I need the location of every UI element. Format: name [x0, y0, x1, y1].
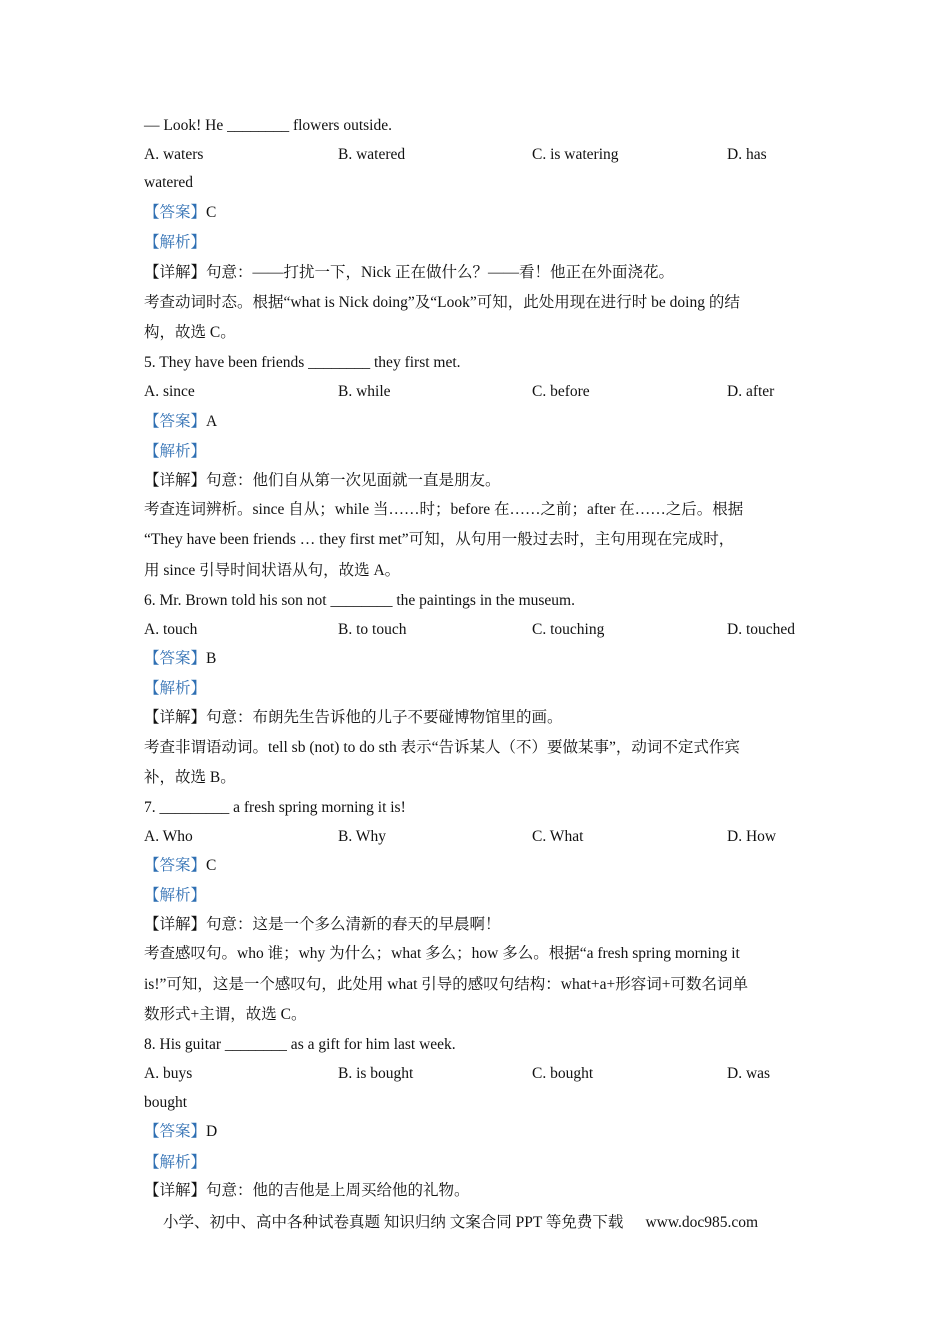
option-d: D. touched: [727, 621, 796, 638]
explain-line: 用 since 引导时间状语从句，故选 A。: [144, 562, 401, 579]
detail-text: 句意：——打扰一下，Nick 正在做什么？——看！他正在外面浇花。: [206, 264, 675, 281]
option-d-wrap: bought: [144, 1094, 188, 1111]
analysis-tag: 【解析】: [144, 234, 207, 251]
detail-text: 句意：他的吉他是上周买给他的礼物。: [206, 1182, 470, 1199]
option-a: A. touch: [144, 621, 198, 638]
option-d-wrap: watered: [144, 174, 194, 191]
detail-text: 句意：布朗先生告诉他的儿子不要碰博物馆里的画。: [206, 709, 563, 726]
detail-tag: 【详解】: [144, 264, 207, 281]
explain-line: 补，故选 B。: [144, 769, 236, 786]
option-b: B. watered: [338, 146, 406, 163]
answer-line: [144, 1122, 217, 1142]
option-b: B. to touch: [338, 621, 407, 638]
option-d: D. How: [727, 828, 777, 845]
answer-value: C: [206, 204, 217, 221]
detail-line: [144, 263, 674, 283]
answer-line: [144, 649, 216, 669]
option-a: A. buys: [144, 1065, 193, 1082]
answer-value: B: [206, 650, 217, 667]
answer-tag: 【答案】: [144, 204, 207, 221]
option-d: D. has: [727, 146, 767, 163]
page-footer: [163, 1213, 758, 1233]
option-b: B. Why: [338, 828, 386, 845]
detail-text: 句意：这是一个多么清新的春天的早晨啊！: [206, 916, 501, 933]
explain-line: 考查连词辨析。since 自从；while 当……时；before 在……之前；after 在……之后。根据: [144, 501, 744, 518]
option-c: C. before: [532, 383, 590, 400]
detail-tag: 【详解】: [144, 709, 207, 726]
answer-tag: 【答案】: [144, 650, 207, 667]
detail-text: 句意：他们自从第一次见面就一直是朋友。: [206, 472, 501, 489]
answer-tag: 【答案】: [144, 413, 207, 430]
analysis-tag: 【解析】: [144, 680, 207, 697]
analysis-tag: 【解析】: [144, 443, 207, 460]
explain-line: 考查感叹句。who 谁；why 为什么；what 多么；how 多么。根据“a fresh spring morning it: [144, 945, 740, 962]
option-a: A. waters: [144, 146, 204, 163]
detail-line: [144, 1181, 470, 1201]
explain-line: is!”可知，这是一个感叹句，此处用 what 引导的感叹句结构：what+a+形容词+可数名词单: [144, 976, 748, 993]
option-d: D. was: [727, 1065, 771, 1082]
analysis-tag: 【解析】: [144, 887, 207, 904]
question-stem: — Look! He ________ flowers outside.: [144, 117, 392, 134]
explain-line: 构，故选 C。: [144, 324, 236, 341]
option-c: C. bought: [532, 1065, 594, 1082]
answer-value: C: [206, 857, 217, 874]
detail-line: [144, 708, 563, 728]
option-b: B. is bought: [338, 1065, 414, 1082]
answer-value: D: [206, 1123, 218, 1140]
footer-url[interactable]: www.doc985.com: [645, 1214, 759, 1231]
detail-line: [144, 915, 501, 935]
option-c: C. touching: [532, 621, 605, 638]
detail-tag: 【详解】: [144, 1182, 207, 1199]
detail-tag: 【详解】: [144, 916, 207, 933]
footer-text: 小学、初中、高中各种试卷真题 知识归纳 文案合同 PPT 等免费下载: [163, 1214, 624, 1231]
explain-line: 数形式+主谓，故选 C。: [144, 1006, 307, 1023]
explain-line: “They have been friends … they first met”可知，从句用一般过去时，主句用现在完成时，: [144, 531, 735, 548]
option-b: B. while: [338, 383, 391, 400]
detail-line: [144, 471, 501, 491]
answer-line: [144, 856, 216, 876]
explain-line: 考查动词时态。根据“what is Nick doing”及“Look”可知，此处用现在进行时 be doing 的结: [144, 294, 740, 311]
answer-tag: 【答案】: [144, 1123, 207, 1140]
answer-value: A: [206, 413, 218, 430]
question-stem: 6. Mr. Brown told his son not ________ the paintings in the museum.: [144, 592, 575, 609]
analysis-tag: 【解析】: [144, 1154, 207, 1171]
question-stem: 7. _________ a fresh spring morning it is!: [144, 799, 406, 816]
detail-tag: 【详解】: [144, 472, 207, 489]
answer-tag: 【答案】: [144, 857, 207, 874]
question-stem: 5. They have been friends ________ they first met.: [144, 354, 461, 371]
answer-line: [144, 412, 217, 432]
question-stem: 8. His guitar ________ as a gift for him last week.: [144, 1036, 456, 1053]
option-c: C. is watering: [532, 146, 619, 163]
option-a: A. Who: [144, 828, 193, 845]
option-d: D. after: [727, 383, 775, 400]
answer-line: [144, 203, 216, 223]
explain-line: 考查非谓语动词。tell sb (not) to do sth 表示“告诉某人（不）要做某事”，动词不定式作宾: [144, 739, 740, 756]
option-c: C. What: [532, 828, 584, 845]
option-a: A. since: [144, 383, 195, 400]
